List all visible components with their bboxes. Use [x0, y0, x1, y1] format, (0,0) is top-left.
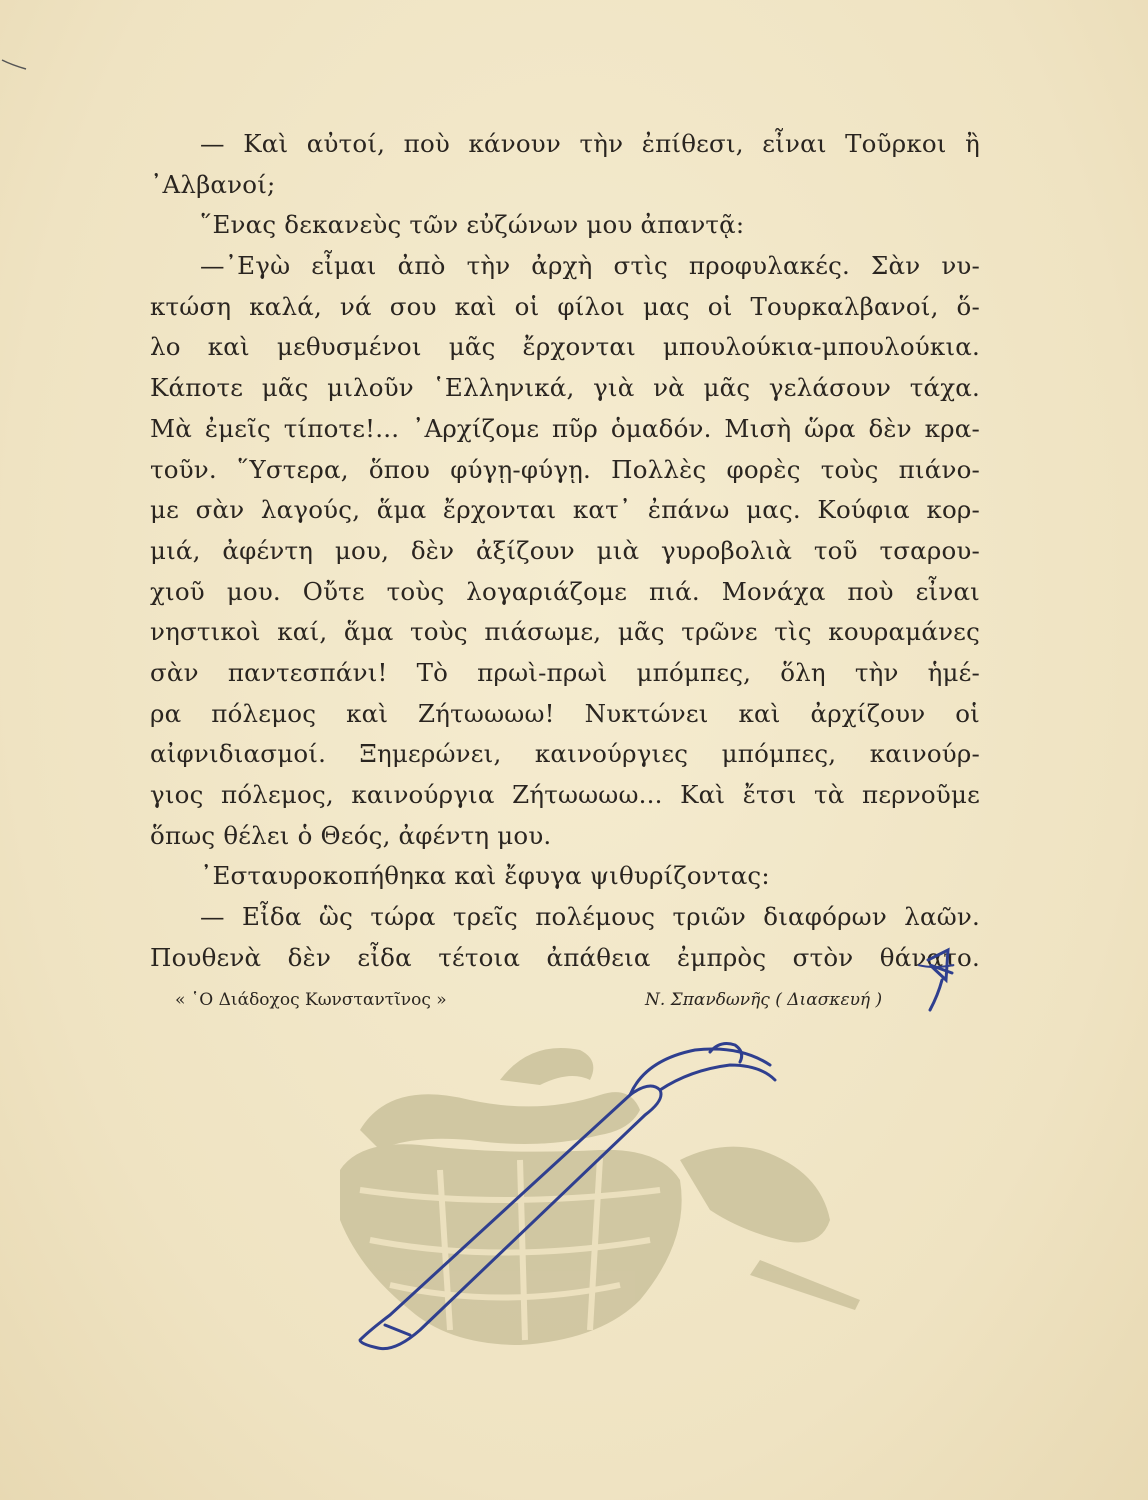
text-line: νηστικοὶ καί, ἅμα τοὺς πιάσωμε, μᾶς τρῶνε τὶς κουραμάνες [150, 617, 980, 647]
body-text [150, 124, 980, 978]
text-line: Πουθενὰ δὲν εἶδα τέτοια ἀπάθεια ἐμπρὸς στὸν θάνατο. [150, 942, 980, 972]
text-line: Μὰ ἐμεῖς τίποτε!... ᾿Αρχίζομε πῦρ ὁμαδόν. Μισὴ ὥρα δὲν κρα- [150, 413, 980, 443]
text-line: — Εἶδα ὣς τώρα τρεῖς πολέμους τριῶν διαφόρων λαῶν. [200, 902, 980, 932]
text-line: ρα πόλεμος καὶ Ζήτωωωω! Νυκτώνει καὶ ἀρχίζουν οἱ [150, 698, 980, 728]
edge-scratch-icon [0, 55, 30, 75]
text-line: γιος πόλεμος, καινούργια Ζήτωωωω... Καὶ ἔτσι τὰ περνοῦμε [150, 780, 980, 809]
handwritten-ink-mark-icon [918, 945, 968, 1015]
text-line: —᾿Εγὼ εἶμαι ἀπὸ τὴν ἀρχὴ στὶς προφυλακές. Σὰν νυ- [200, 251, 980, 281]
text-line: χιοῦ μου. Οὔτε τοὺς λογαριάζομε πιά. Μονάχα ποὺ εἶναι [150, 576, 980, 606]
caption-source: « ῾Ο Διάδοχος Κωνσταντῖνος » [175, 990, 447, 1010]
text-line: μιά, ἀφέντη μου, δὲν ἀξίζουν μιὰ γυροβολιὰ τοῦ τσαρου- [150, 535, 980, 565]
caption-author: Ν. Σπανδωνῆς ( Διασκευή ) [645, 990, 883, 1010]
text-line: λο καὶ μεθυσμένοι μᾶς ἔρχονται μπουλούκια-μπουλούκια. [150, 332, 980, 362]
text-line: με σὰν λαγούς, ἅμα ἔρχονται κατ᾿ ἐπάνω μας. Κούφια κορ- [150, 495, 980, 525]
vase-dagger-illustration-icon [300, 1040, 860, 1360]
text-line: — Καὶ αὐτοί, ποὺ κάνουν τὴν ἐπίθεσι, εἶναι Τοῦρκοι ἢ [200, 129, 980, 158]
text-line: ὅπως θέλει ὁ Θεός, ἀφέντη μου. [150, 820, 552, 850]
text-line: Κάποτε μᾶς μιλοῦν ῾Ελληνικά, γιὰ νὰ μᾶς γελάσουν τάχα. [150, 373, 980, 403]
text-line: τοῦν. ῞Υστερα, ὅπου φύγῃ-φύγῃ. Πολλὲς φορὲς τοὺς πιάνο- [150, 454, 980, 484]
text-line: αἰφνιδιασμοί. Ξημερώνει, καινούργιες μπόμπες, καινούρ- [150, 739, 980, 769]
text-line: κτώση καλά, νά σου καὶ οἱ φίλοι μας οἱ Τουρκαλβανοί, ὅ- [150, 291, 980, 321]
text-line: ῞Ενας δεκανεὺς τῶν εὐζώνων μου ἀπαντᾷ: [200, 210, 745, 240]
text-line: σὰν παντεσπάνι! Τὸ πρωὶ-πρωὶ μπόμπες, ὅλη τὴν ἡμέ- [150, 657, 980, 687]
text-line: ᾿Αλβανοί; [150, 169, 276, 199]
text-line: ᾿Εσταυροκοπήθηκα καὶ ἔφυγα ψιθυρίζοντας: [200, 861, 770, 891]
